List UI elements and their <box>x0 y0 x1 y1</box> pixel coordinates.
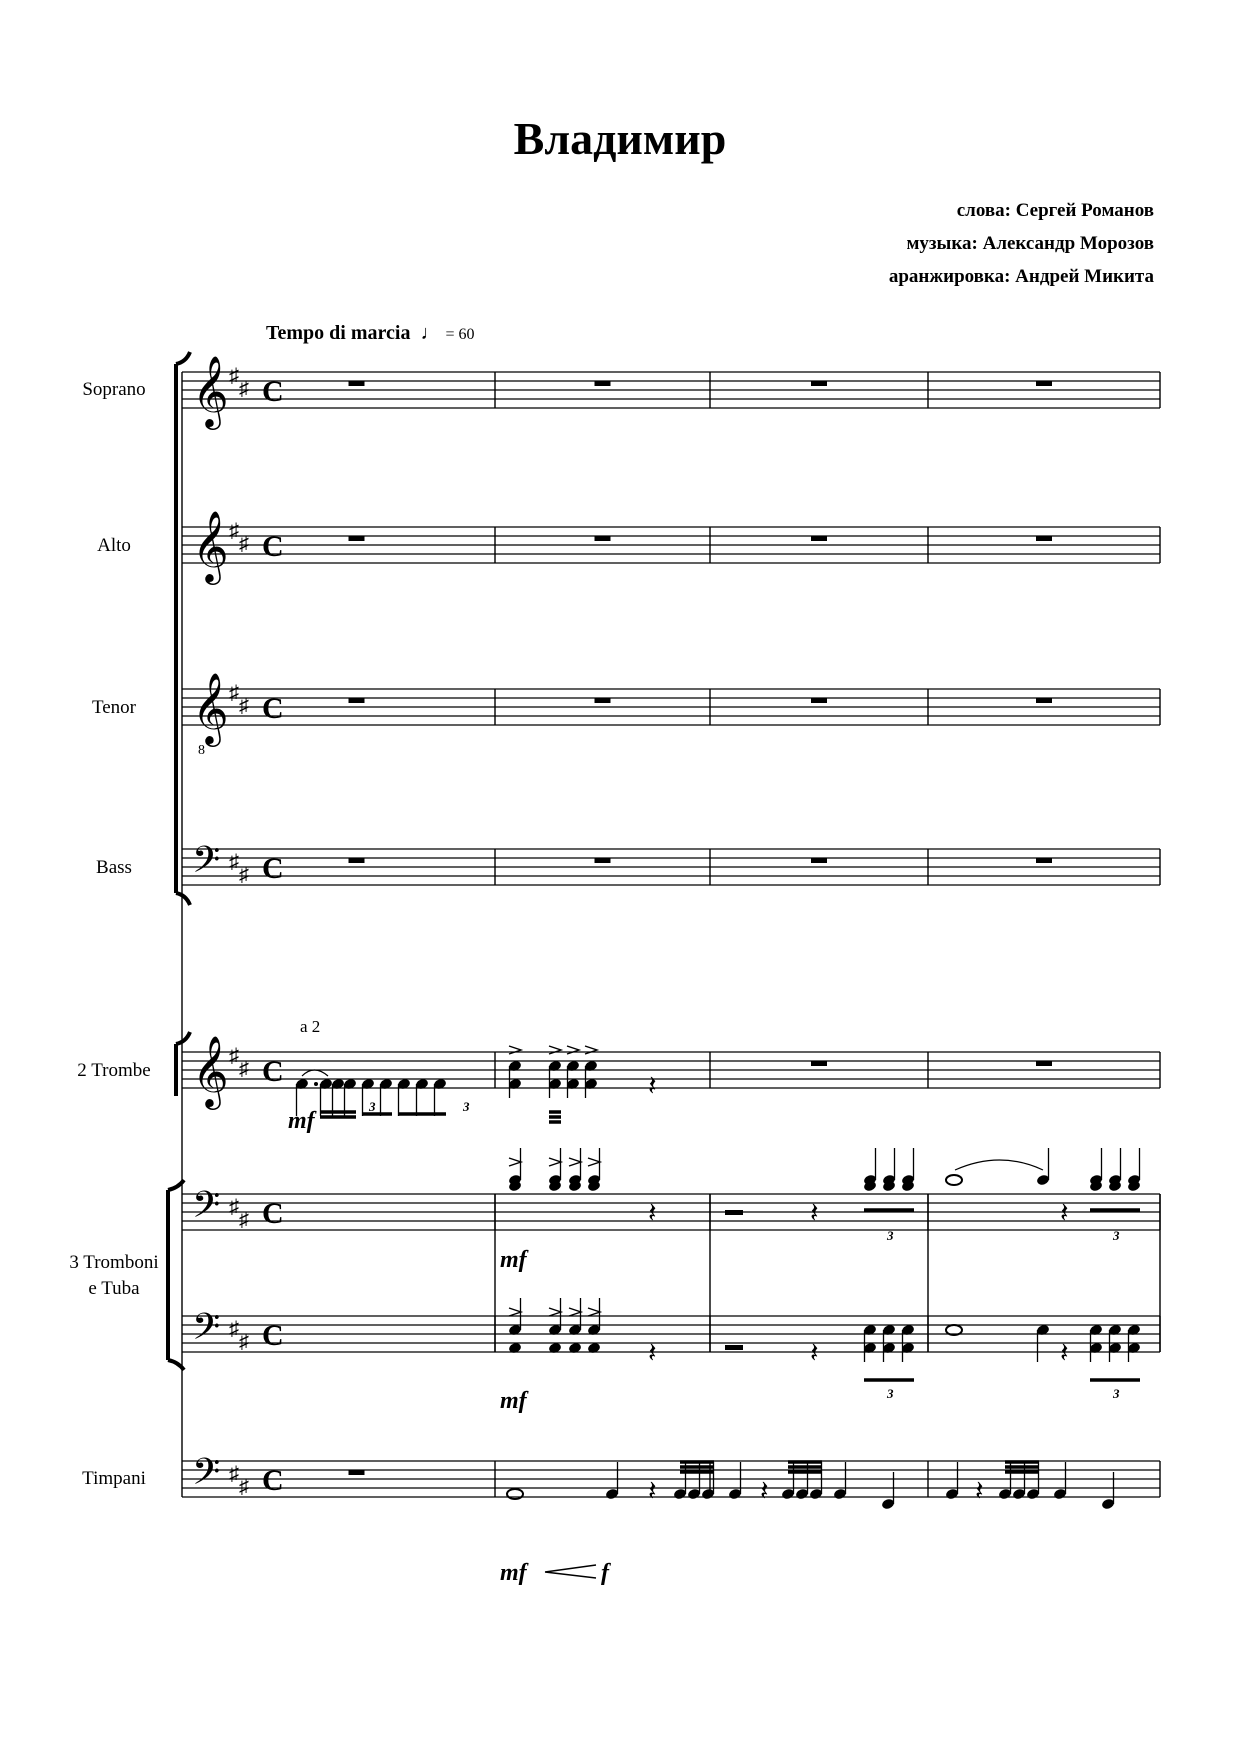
sharp-icon: ♯ <box>239 695 249 717</box>
dynamic-mf-timpani: mf <box>500 1560 527 1586</box>
triplet-number: 3 <box>887 1386 894 1401</box>
dot <box>314 1082 318 1086</box>
whole-rest <box>349 381 365 386</box>
treble-clef-icon: 𝄞 <box>192 671 229 744</box>
accent-mark <box>588 1158 600 1166</box>
sharp-icon: ♯ <box>239 1476 249 1498</box>
crescendo-hairpin <box>545 1565 596 1578</box>
accent-mark <box>509 1046 521 1054</box>
common-time-icon: C <box>262 530 284 563</box>
sharp-icon: ♯ <box>229 1045 239 1067</box>
tempo-value: = 60 <box>445 326 475 343</box>
tempo-text: Tempo di marcia <box>266 322 411 344</box>
staff-label-tenor: Tenor <box>91 697 137 718</box>
treble-clef-icon: 𝄞 <box>192 354 229 427</box>
accent-mark <box>567 1046 579 1054</box>
sharp-icon: ♯ <box>239 864 249 886</box>
common-time-icon: C <box>262 1197 284 1230</box>
arrangement-credit: аранжировка: Андрей Микита <box>888 266 1154 287</box>
sharp-icon: ♯ <box>229 851 239 873</box>
notes <box>295 1046 1141 1510</box>
common-time-icon: C <box>262 1055 284 1088</box>
octave-8-marking: 8 <box>198 743 205 758</box>
accent-mark <box>585 1046 597 1054</box>
staff-label-tromboni-line2: e Tuba <box>88 1278 140 1299</box>
whole-rest <box>811 381 827 386</box>
whole-rest <box>1036 698 1052 703</box>
whole-rest <box>595 698 611 703</box>
accent-mark <box>509 1308 521 1316</box>
common-time-icon: C <box>262 1464 284 1497</box>
quarter-rest: 𝄽 <box>810 1198 819 1229</box>
whole-rest <box>595 858 611 863</box>
lyrics-credit: слова: Сергей Романов <box>956 200 1154 221</box>
whole-rest <box>1036 858 1052 863</box>
sharp-icon: ♯ <box>239 1209 249 1231</box>
triplet-number: 3 <box>369 1099 376 1114</box>
accent-mark <box>588 1308 600 1316</box>
sharp-icon: ♯ <box>229 1463 239 1485</box>
triplet-number: 3 <box>1113 1228 1120 1243</box>
common-time-icon: C <box>262 692 284 725</box>
triplet-number: 3 <box>887 1228 894 1243</box>
whole-rest <box>349 536 365 541</box>
staff-label-soprano: Soprano <box>82 379 146 400</box>
accent-mark <box>549 1158 561 1166</box>
quarter-rest: 𝄽 <box>648 1476 657 1507</box>
triplet-number: 3 <box>463 1099 470 1114</box>
dynamic-f-timpani: f <box>601 1560 609 1586</box>
sharp-icon: ♯ <box>229 365 239 387</box>
trumpet-bracket <box>176 1032 190 1096</box>
accent-mark <box>569 1308 581 1316</box>
sharp-icon: ♯ <box>229 1196 239 1218</box>
half-note-head <box>946 1175 962 1185</box>
whole-rest <box>811 536 827 541</box>
bass-clef-icon: 𝄢 <box>192 1306 221 1357</box>
music-credit: музыка: Александр Морозов <box>906 233 1154 254</box>
whole-rest <box>1036 1061 1052 1066</box>
quarter-rest: 𝄽 <box>648 1198 657 1229</box>
half-rest <box>725 1210 743 1215</box>
whole-rest <box>349 858 365 863</box>
treble-clef-icon: 𝄞 <box>192 1034 229 1107</box>
sharp-icon: ♯ <box>239 1058 249 1080</box>
a2-marking: a 2 <box>300 1017 321 1036</box>
dynamic-mf-trombe: mf <box>288 1108 315 1134</box>
staff-label-timpani: Timpani <box>82 1468 146 1489</box>
sharp-icon: ♯ <box>239 1331 249 1353</box>
half-rest <box>725 1345 743 1350</box>
whole-rest <box>349 698 365 703</box>
clefs-and-signatures <box>192 354 284 1502</box>
common-time-icon: C <box>262 375 284 408</box>
common-time-icon: C <box>262 852 284 885</box>
sharp-icon: ♯ <box>229 1318 239 1340</box>
common-time-icon: C <box>262 1319 284 1352</box>
accent-mark <box>509 1158 521 1166</box>
accent-mark <box>549 1046 561 1054</box>
accent-mark <box>549 1308 561 1316</box>
quarter-rest: 𝄽 <box>810 1338 819 1369</box>
sharp-icon: ♯ <box>229 520 239 542</box>
quarter-rest: 𝄽 <box>1060 1198 1069 1229</box>
whole-rest <box>1036 381 1052 386</box>
quarter-rest: 𝄽 <box>760 1476 769 1507</box>
quarter-rest: 𝄽 <box>648 1338 657 1369</box>
staff-label-tromboni-line1: 3 Tromboni <box>69 1252 159 1273</box>
staff-label-bass: Bass <box>96 857 132 878</box>
staff-lines <box>182 372 1160 1497</box>
bass-clef-icon: 𝄢 <box>192 1451 221 1502</box>
whole-rest <box>1036 536 1052 541</box>
sharp-icon: ♯ <box>239 378 249 400</box>
quarter-rest: 𝄽 <box>648 1071 657 1102</box>
staff-label-trombe: 2 Trombe <box>77 1060 151 1081</box>
quarter-rest: 𝄽 <box>975 1476 984 1507</box>
bass-clef-icon: 𝄢 <box>192 1184 221 1235</box>
triplet-number: 3 <box>1113 1386 1120 1401</box>
choir-bracket <box>176 352 190 905</box>
staff-label-alto: Alto <box>97 535 131 556</box>
sharp-icon: ♯ <box>229 682 239 704</box>
quarter-note-icon: ♩ <box>415 322 441 344</box>
tie <box>302 1070 328 1076</box>
dynamic-mf-tuba: mf <box>500 1388 527 1414</box>
whole-rest <box>349 1470 365 1475</box>
whole-rest <box>811 858 827 863</box>
quarter-rest: 𝄽 <box>1060 1338 1069 1369</box>
whole-rest <box>811 1061 827 1066</box>
whole-rest <box>595 536 611 541</box>
page-title: Владимир <box>513 113 727 164</box>
tie <box>955 1160 1043 1170</box>
dynamic-mf-trombone-upper: mf <box>500 1247 527 1273</box>
treble-clef-icon: 𝄞 <box>192 509 229 582</box>
bass-clef-icon: 𝄢 <box>192 839 221 890</box>
whole-rest <box>595 381 611 386</box>
whole-rest <box>811 698 827 703</box>
accent-mark <box>569 1158 581 1166</box>
sharp-icon: ♯ <box>239 533 249 555</box>
